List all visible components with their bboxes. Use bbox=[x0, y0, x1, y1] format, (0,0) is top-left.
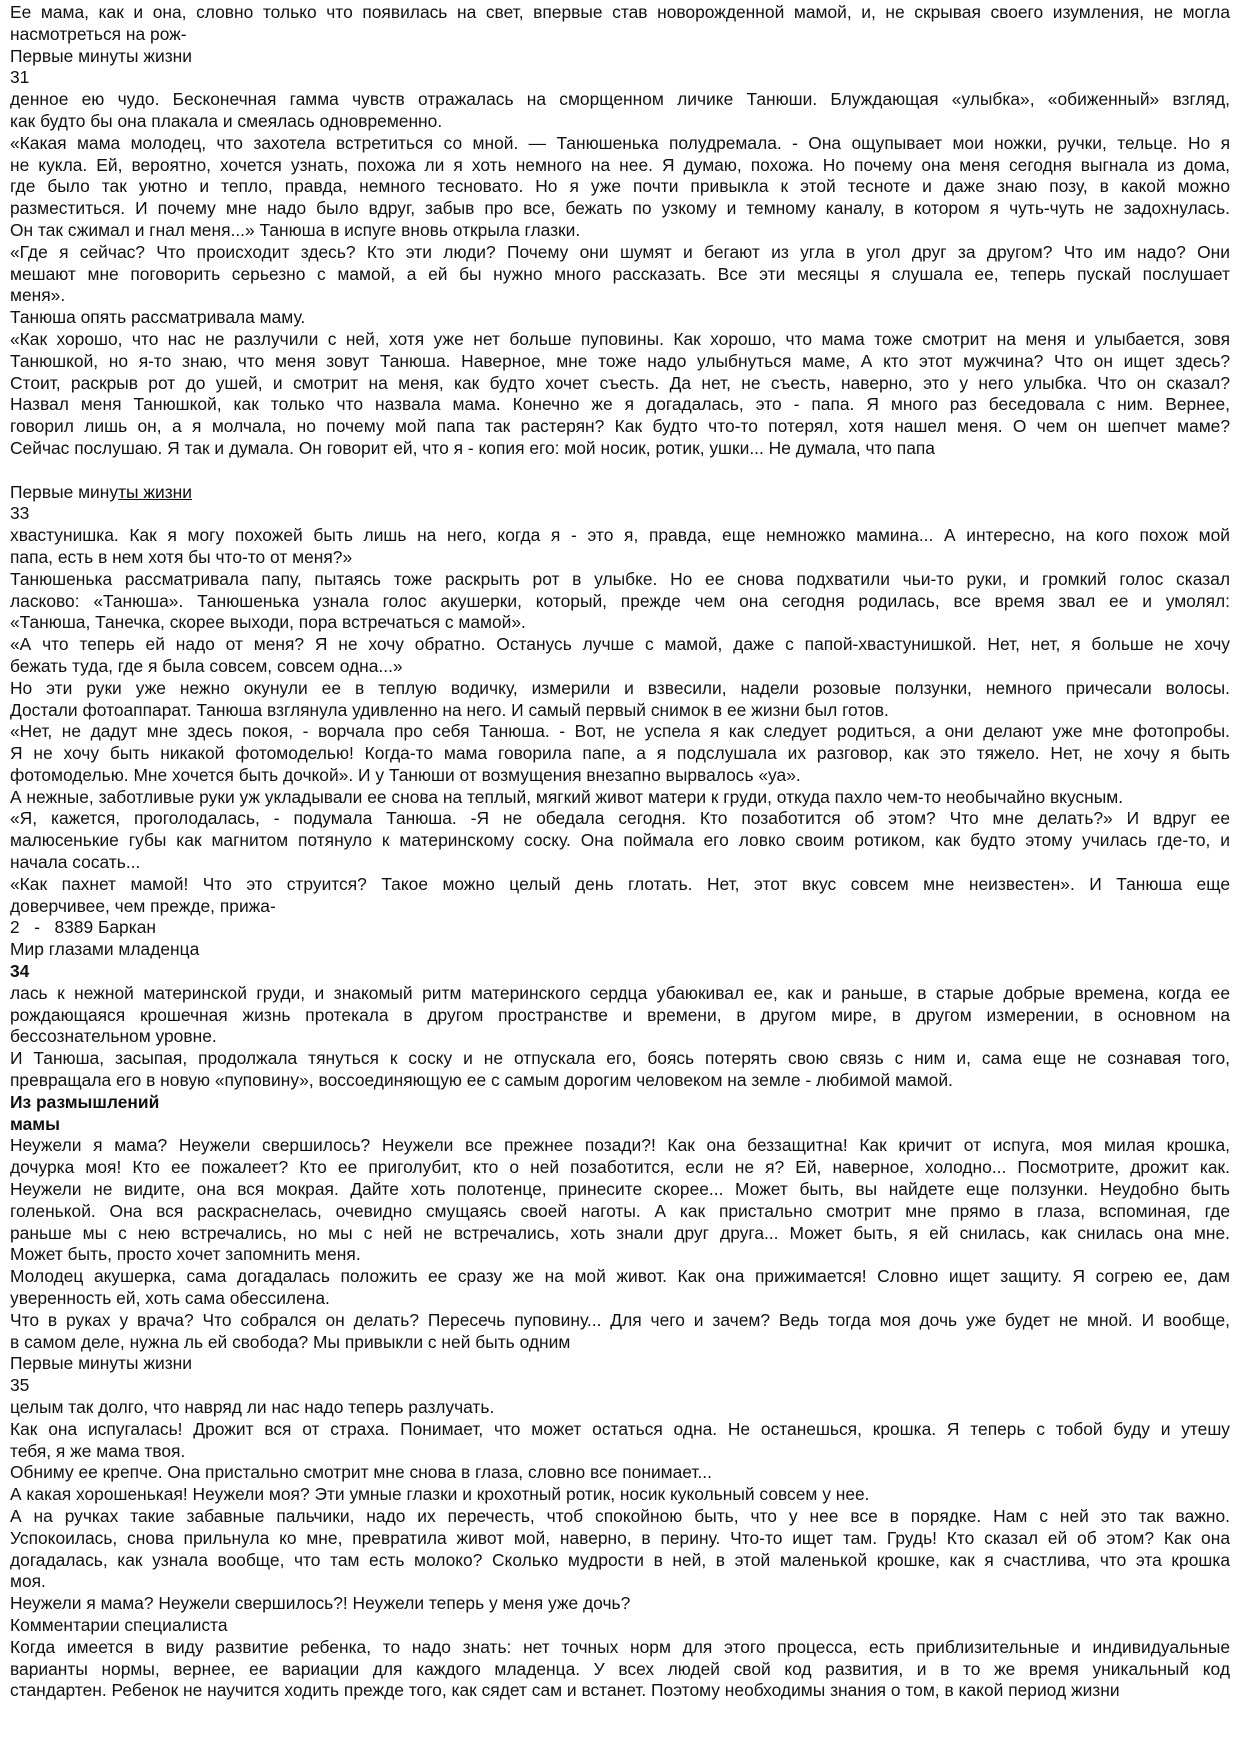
text-line: Достали фотоаппарат. Танюша взглянула удивленно на него. И самый первый снимок в ее жизни был готов. bbox=[10, 699, 889, 720]
text-line: говорил лишь он, а я молчала, но почему мой папа так растерян? Как будто что-то потерял, хотя нашел меня. О чем он шепчет маме? bbox=[10, 416, 1230, 437]
text-line: Первые минуты жизни bbox=[10, 1353, 192, 1374]
paragraph bbox=[10, 2, 1230, 46]
text-line: Ее мама, как и она, словно только что появилась на свет, впервые став новорожденной мамой, и, не скрывая своего изумления, не могла bbox=[10, 2, 1230, 22]
paragraph bbox=[10, 721, 1230, 786]
paragraph bbox=[10, 1266, 1230, 1310]
text-line: А какая хорошенькая! Неужели моя? Эти умные глазки и крохотный ротик, носик кукольный совсем у нее. bbox=[10, 1484, 870, 1505]
text-line: И Танюша, засыпая, продолжала тянуться к соску и не отпускала его, боясь потерять свою связь с ним и, сама еще не сознавая того, bbox=[10, 1048, 1230, 1069]
text-line: мешают мне поговорить серьезно с мамой, а ей бы нужно много рассказать. Все эти месяцы я слушала ее, теперь пускай послушает bbox=[10, 263, 1230, 284]
text-line: фотомоделью. Мне хочется быть дочкой». И у Танюши от возмущения внезапно вырвалось «уа». bbox=[10, 764, 801, 785]
text-line: Комментарии специалиста bbox=[10, 1614, 228, 1635]
text-line: Стоит, раскрыв рот до ушей, и смотрит на меня, как будто хочет съесть. Да нет, не съесть, наверно, это у него улыбка. Что он сказал? bbox=[10, 372, 1230, 393]
header-text-b: ты жизни bbox=[118, 481, 192, 502]
paragraph bbox=[10, 808, 1230, 873]
text-line: «Какая мама молодец, что захотела встретиться со мной. — Танюшенька полудремала. - Она ощупывает мои ножки, ручки, тельце. Но я bbox=[10, 132, 1230, 153]
text-line: Танюшкой, но я-то знаю, что меня зовут Танюша. Наверное, мне тоже надо улыбнуться маме, А кто этот мужчина? Что он ищет здесь? bbox=[10, 350, 1230, 371]
text-line: Как она испугалась! Дрожит вся от страха. Понимает, что может остаться одна. Не останешься, крошка. Я теперь с тобой буду и утешу bbox=[10, 1418, 1230, 1439]
paragraph bbox=[10, 787, 1230, 809]
text-line: хвастунишка. Как я могу похожей быть лишь на него, когда я - это я, правда, еще немножко мамина... А интересно, на кого похож мой bbox=[10, 525, 1230, 546]
text-line: Неужели я мама? Неужели свершилось? Неужели все прежнее позади?! Как она беззащитна! Как кричит от испуга, моя милая крошка, bbox=[10, 1135, 1230, 1156]
bold-heading: Из размышлений bbox=[10, 1091, 160, 1112]
paragraph bbox=[10, 634, 1230, 678]
text-line: Молодец акушерка, сама догадалась положить ее сразу же на мой живот. Как она прижимается! Словно ищет защиту. Я согрею ее, дам bbox=[10, 1266, 1230, 1287]
text-line: тебя, я же мама твоя. bbox=[10, 1440, 186, 1461]
text-line: ласково: «Танюша». Танюшенька узнала голос акушерки, который, прежде чем она сегодня родилась, все время звал ее и умолял: bbox=[10, 590, 1230, 611]
text-line: Первые минуты жизни bbox=[10, 45, 192, 66]
text-line: 35 bbox=[10, 1375, 30, 1396]
paragraph bbox=[10, 983, 1230, 1048]
text-line: бессознательном уровне. bbox=[10, 1026, 217, 1047]
paragraph bbox=[10, 1310, 1230, 1354]
paragraph bbox=[10, 678, 1230, 722]
text-line: Успокоилась, снова прильнула ко мне, превратила живот мой, наверно, в перину. Что-то ищет там. Грудь! Кто сказал ей об этом? Как она bbox=[10, 1527, 1230, 1548]
text-line: Может быть, просто хочет запомнить меня. bbox=[10, 1244, 361, 1265]
paragraph bbox=[10, 1048, 1230, 1092]
text-line: начала сосать... bbox=[10, 852, 141, 873]
text-line: варианты нормы, вернее, ее вариации для каждого младенца. У всех людей свой код развития, и в то же время уникальный код bbox=[10, 1658, 1230, 1679]
text-line: догадалась, как узнала вообще, что там есть молоко? Сколько мудрости в ней, в этой маленькой крошке, как я счастлива, что эта крошка bbox=[10, 1549, 1230, 1570]
text-line: папа, есть в нем хотя бы что-то от меня?» bbox=[10, 546, 353, 567]
bold-heading: мамы bbox=[10, 1113, 61, 1134]
text-line: малюсенькие губы как магнитом потянуло к материнскому соску. Она поймала его ловко своим ротиком, как будто этому училась где-то, и bbox=[10, 830, 1230, 851]
text-line: целым так долго, что навряд ли нас надо теперь разлучать. bbox=[10, 1397, 495, 1417]
paragraph bbox=[10, 89, 1230, 133]
paragraph bbox=[10, 242, 1230, 307]
paragraph bbox=[10, 1419, 1230, 1463]
header-text-a: Первые мину bbox=[10, 481, 119, 502]
text-line: не кукла. Ей, вероятно, хочется узнать, похожа ли я хоть немного на нее. Я думаю, похожа. Но почему она меня сегодня выгнала из дома, bbox=[10, 154, 1230, 175]
text-line: как будто бы она плакала и смеялась одновременно. bbox=[10, 110, 443, 131]
text-line: А нежные, заботливые руки уж укладывали ее снова на теплый, мягкий живот матери к груди, откуда пахло чем-то необычайно вкусным. bbox=[10, 786, 1124, 807]
paragraph bbox=[10, 133, 1230, 242]
text-line: «А что теперь ей надо от меня? Я не хочу обратно. Останусь лучше с мамой, даже с папой-хвастунишкой. Нет, нет, я больше не хочу bbox=[10, 634, 1230, 655]
text-line: голенькой. Она вся раскраснелась, очевидно смущаясь своей наготы. А как пристально смотрит мне прямо в глаза, вспоминая, где bbox=[10, 1200, 1230, 1221]
text-line: 2 - 8389 Баркан bbox=[10, 917, 156, 938]
text-line: «Как хорошо, что нас не разлучили с ней, хотя уже нет больше пуповины. Как хорошо, что мама тоже смотрит на меня и улыбается, зовя bbox=[10, 328, 1230, 349]
text-line: Неужели не видите, она вся мокрая. Дайте хоть полотенце, принесите скорее... Может быть, вы найдете еще ползунки. Неудобно быть bbox=[10, 1179, 1230, 1200]
text-line: разместиться. И почему мне надо было вдруг, забыв про все, бежать по узкому и темному каналу, в котором я чуть-чуть не задохнулась. bbox=[10, 198, 1230, 219]
blank-line bbox=[10, 460, 1230, 482]
text-line: меня». bbox=[10, 285, 66, 306]
paragraph bbox=[10, 1637, 1230, 1702]
text-line: денное ею чудо. Бесконечная гамма чувств отражалась на сморщенном личике Танюши. Блуждающая «улыбка», «обиженный» взгляд, bbox=[10, 89, 1230, 110]
paragraph bbox=[10, 569, 1230, 634]
text-line: Но эти руки уже нежно окунули ее в теплую водичку, измерили и взвесили, надели розовые ползунки, немного причесали волосы. bbox=[10, 677, 1230, 698]
text-line: раньше мы с нею встречались, но мы с ней не встречались, хоть знали друг друга... Может быть, я ей снилась, как снилась она мне. bbox=[10, 1222, 1230, 1243]
text-line: уверенность ей, хоть сама обессилена. bbox=[10, 1288, 330, 1309]
text-line: рождающаяся крошечная жизнь протекала в другом пространстве и времени, в другом мире, в другом измерении, в основном на bbox=[10, 1004, 1230, 1025]
text-line: моя. bbox=[10, 1571, 46, 1592]
paragraph bbox=[10, 1506, 1230, 1593]
text-line: превращала его в новую «пуповину», воссоединяющую ее с самым дорогим человеком на земле - любимой мамой. bbox=[10, 1070, 953, 1091]
text-line: Сейчас послушаю. Я так и думала. Он говорит ей, что я - копия его: мой носик, ротик, ушки... Не думала, что папа bbox=[10, 437, 935, 458]
text-line: Что в руках у врача? Что собрался он делать? Пересечь пуповину... Для чего и зачем? Ведь тогда моя дочь уже будет не мной. И вообще, bbox=[10, 1309, 1230, 1330]
text-line: «Где я сейчас? Что происходит здесь? Кто эти люди? Почему они шумят и бегают из угла в угол друг за другом? Что им надо? Они bbox=[10, 241, 1230, 262]
text-line: Обниму ее крепче. Она пристально смотрит мне снова в глаза, словно все понимает... bbox=[10, 1462, 712, 1483]
text-line: Он так сжимал и гнал меня...» Танюша в испуге вновь открыла глазки. bbox=[10, 219, 581, 240]
text-line: доверчивее, чем прежде, прижа- bbox=[10, 895, 276, 916]
text-line: А на ручках такие забавные пальчики, надо их перечесть, чтоб спокойною быть, что у нее все в порядке. Нам с ней это так важно. bbox=[10, 1505, 1230, 1526]
text-line: Назвал меня Танюшкой, как только что назвала мама. Конечно же я догадалась, это - папа. Я много раз беседовала с ним. Вернее, bbox=[10, 394, 1230, 415]
text-line: 31 bbox=[10, 67, 30, 88]
running-header bbox=[10, 482, 1230, 504]
text-line: стандартен. Ребенок не научится ходить прежде того, как сядет сам и встанет. Поэтому необходимы знания о том, в какой период жизни bbox=[10, 1680, 1120, 1701]
text-line: Мир глазами младенца bbox=[10, 939, 200, 960]
paragraph bbox=[10, 329, 1230, 460]
paragraph bbox=[10, 874, 1230, 918]
text-line: бежать туда, где я была совсем, совсем одна...» bbox=[10, 655, 403, 676]
text-line: Танюшенька рассматривала папу, пытаясь тоже раскрыть рот в улыбке. Но ее снова подхватили чьи-то руки, и громкий голос сказал bbox=[10, 568, 1230, 589]
text-line: в самом деле, нужна ль ей свобода? Мы привыкли с ней быть одним bbox=[10, 1331, 571, 1352]
text-line: «Танюша, Танечка, скорее выходи, пора встречаться с мамой». bbox=[10, 612, 526, 633]
text-line: Я не хочу быть никакой фотомоделью! Когда-то мама говорила папе, а я подслушала их разговор, как это тяжело. Нет, не хочу я быть bbox=[10, 743, 1230, 764]
text-line: лась к нежной материнской груди, и знакомый ритм материнского сердца убаюкивал ее, как и раньше, в старые добрые времена, когда ее bbox=[10, 982, 1230, 1003]
text-line: Когда имеется в виду развитие ребенка, то надо знать: нет точных норм для этого процесса, есть приблизительные и индивидуальные bbox=[10, 1636, 1230, 1657]
text-line: «Как пахнет мамой! Что это струится? Такое можно целый день глотать. Нет, этот вкус совсем мне неизвестен». И Танюша еще bbox=[10, 873, 1230, 894]
paragraph bbox=[10, 1135, 1230, 1266]
text-line: «Нет, не дадут мне здесь покоя, - ворчала про себя Танюша. - Вот, не успела я как следует родиться, а они делают уже мне фотопробы. bbox=[10, 721, 1230, 742]
text-line: Танюша опять рассматривала маму. bbox=[10, 307, 306, 328]
bold-heading: 34 bbox=[10, 961, 30, 982]
text-line: дочурка моя! Кто ее пожалеет? Кто ее приголубит, кто о ней позаботится, если не я? Ей, наверное, холодно... Посмотрите, дрожит как. bbox=[10, 1157, 1230, 1178]
text-line: насмотреться на рож- bbox=[10, 23, 187, 44]
text-line: «Я, кажется, проголодалась, - подумала Танюша. -Я не обедала сегодня. Кто позаботится об этом? Что мне делать?» И вдруг ее bbox=[10, 808, 1230, 829]
paragraph bbox=[10, 525, 1230, 569]
text-line: где было так уютно и тепло, правда, немного тесновато. Но я уже почти привыкла к этой тесноте и даже знаю позу, в какой можно bbox=[10, 176, 1230, 197]
text-line: 33 bbox=[10, 503, 30, 524]
text-line: Неужели я мама? Неужели свершилось?! Неужели теперь у меня уже дочь? bbox=[10, 1593, 631, 1614]
